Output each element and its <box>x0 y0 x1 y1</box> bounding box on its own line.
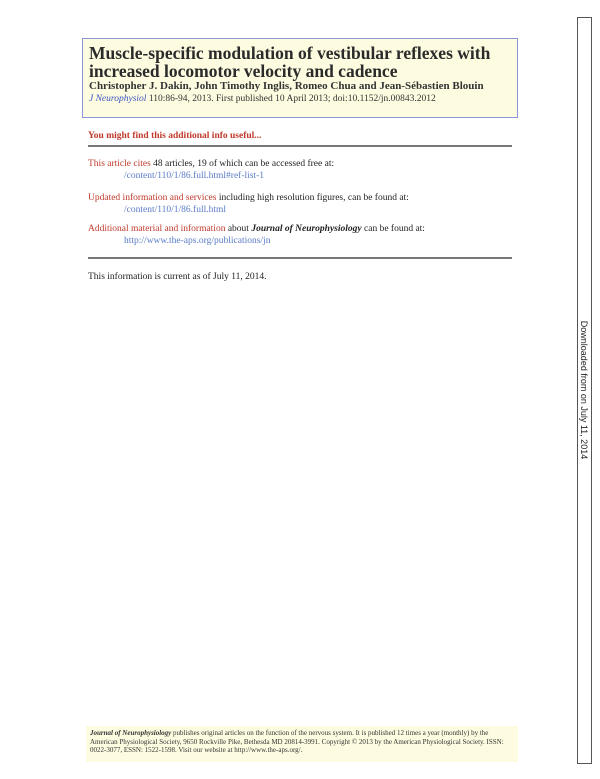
info-item-additional-lead[interactable]: Additional material and information <box>88 224 226 234</box>
side-download-label: Downloaded from on July 11, 2014 <box>579 320 589 460</box>
info-item-cites-lead[interactable]: This article cites <box>88 159 151 169</box>
info-item-updated <box>88 192 518 216</box>
info-item-cites <box>88 158 518 182</box>
article-citation <box>89 93 511 105</box>
info-item-cites-link[interactable]: /content/110/1/86.full.html#ref-list-1 <box>124 171 265 181</box>
article-title: Muscle-specific modulation of vestibular reflexes with increased locomotor velocity and cadence <box>89 43 491 81</box>
footer-journal-name: Journal of Neurophysiology <box>90 729 172 737</box>
current-info-text: This information is current as of July 11, 2014. <box>88 272 267 282</box>
citation-details: 110:86-94, 2013. First published 10 April 2013; doi:10.1152/jn.00843.2012 <box>146 94 436 104</box>
info-item-updated-link[interactable]: /content/110/1/86.full.html <box>124 205 227 215</box>
article-authors: Christopher J. Dakin, John Timothy Inglis, Romeo Chua and Jean-Sébastien Blouin <box>89 80 484 92</box>
additional-info-heading: You might find this additional info useful... <box>88 131 262 141</box>
info-item-additional-post: can be found at: <box>361 224 425 234</box>
info-item-updated-lead[interactable]: Updated information and services <box>88 193 217 203</box>
footer-text: publishes original articles on the function of the nervous system. It is published 12 times a year (monthly) by the American Physiological Society, 9650 Rockville Pike, Bethesda MD 20814-3991. Copyright © 2013 by the American Physiological Society. ISSN: 0022-3077, ESSN: 1522-1598. Visit our website at http://www.the-aps.org/. <box>90 729 504 754</box>
info-item-additional <box>88 223 518 247</box>
info-item-updated-text: including high resolution figures, can be found at: <box>216 193 409 203</box>
info-item-additional-link[interactable]: http://www.the-aps.org/publications/jn <box>124 236 271 246</box>
info-item-additional-pre: about <box>225 224 252 234</box>
info-item-additional-journal: Journal of Neurophysiology <box>251 224 362 234</box>
journal-footer <box>86 726 518 762</box>
divider-bottom <box>88 257 512 259</box>
info-item-cites-text: 48 articles, 19 of which can be accessed free at: <box>150 159 335 169</box>
divider-top <box>88 145 512 147</box>
citation-journal-link[interactable]: J Neurophysiol <box>89 94 147 104</box>
article-header-box <box>82 38 518 118</box>
